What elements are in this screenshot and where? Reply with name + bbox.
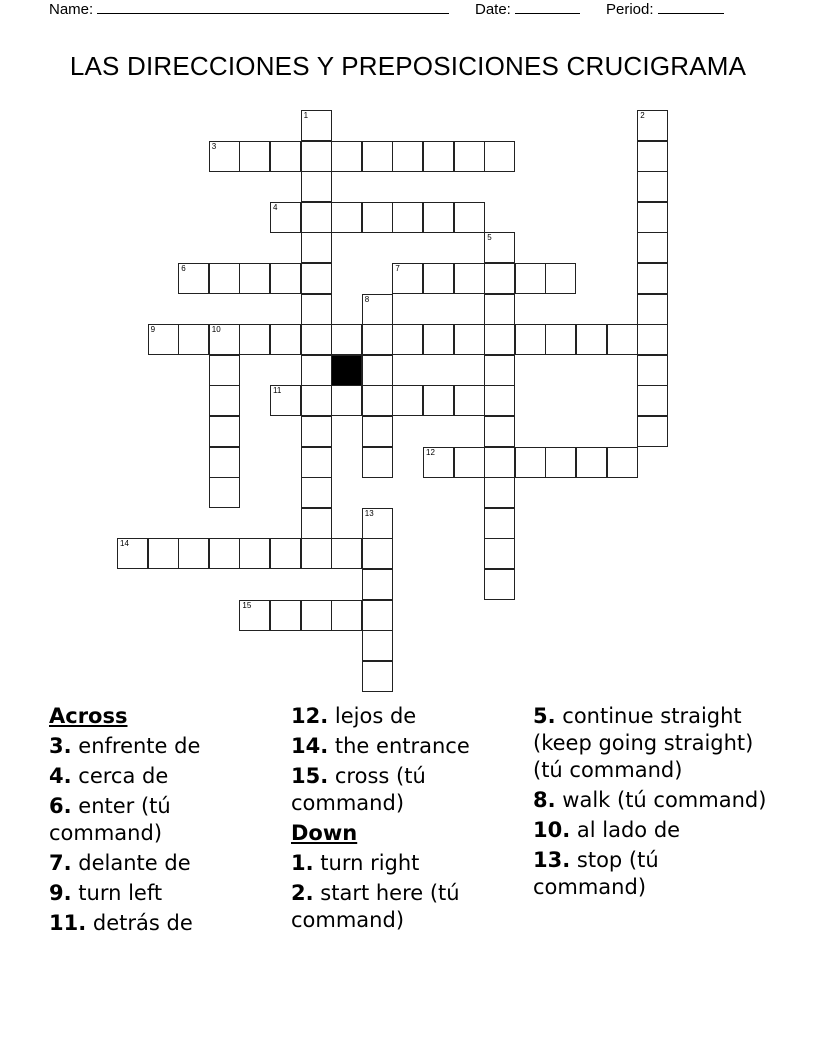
crossword-cell[interactable]	[454, 202, 485, 233]
crossword-cell[interactable]	[423, 202, 454, 233]
crossword-cell[interactable]	[270, 263, 301, 294]
clue-number-14: 14	[120, 539, 129, 549]
crossword-cell[interactable]	[331, 141, 362, 172]
crossword-cell[interactable]	[637, 232, 668, 263]
clue-across-15: 15. cross (tú command)	[291, 764, 426, 815]
crossword-cell[interactable]	[331, 202, 362, 233]
crossword-cell[interactable]	[301, 202, 332, 233]
clue-number-12: 12	[426, 447, 435, 457]
crossword-cell-1[interactable]	[301, 110, 332, 141]
crossword-cell[interactable]	[607, 447, 638, 478]
crossword-cell[interactable]	[209, 385, 240, 416]
crossword-cell-5[interactable]	[484, 232, 515, 263]
clue-down-5: 5. continue straight (keep going straight)(tú command)	[533, 704, 754, 782]
clue-across-4: 4. cerca de	[49, 764, 169, 788]
crossword-cell-4[interactable]	[270, 202, 301, 233]
crossword-cell[interactable]	[484, 385, 515, 416]
clues-column-3	[533, 703, 773, 904]
crossword-cell[interactable]	[362, 324, 393, 355]
clue-down-8: 8. walk (tú command)	[533, 788, 767, 812]
crossword-cell[interactable]	[270, 324, 301, 355]
clue-down-2: 2. start here (tú command)	[291, 881, 460, 932]
crossword-cell[interactable]	[484, 355, 515, 386]
clues-column-1	[49, 703, 279, 940]
crossword-cell[interactable]	[515, 263, 546, 294]
crossword-cell[interactable]	[484, 294, 515, 325]
crossword-cell[interactable]	[362, 385, 393, 416]
crossword-cell[interactable]	[148, 538, 179, 569]
crossword-cell[interactable]	[331, 600, 362, 631]
crossword-cell[interactable]	[209, 355, 240, 386]
crossword-cell[interactable]	[637, 324, 668, 355]
crossword-cell[interactable]	[484, 263, 515, 294]
crossword-cell[interactable]	[209, 447, 240, 478]
crossword-cell[interactable]	[270, 600, 301, 631]
clue-across-12: 12. lejos de	[291, 704, 417, 728]
crossword-cell[interactable]	[637, 141, 668, 172]
name-label: Name:	[49, 1, 94, 18]
crossword-cell[interactable]	[362, 447, 393, 478]
crossword-cell[interactable]	[545, 324, 576, 355]
crossword-cell[interactable]	[484, 324, 515, 355]
crossword-cell-3[interactable]	[209, 141, 240, 172]
black-square	[331, 355, 362, 386]
crossword-cell[interactable]	[239, 141, 270, 172]
crossword-cell[interactable]	[637, 171, 668, 202]
crossword-cell[interactable]	[301, 171, 332, 202]
clues-column-2	[291, 703, 521, 937]
crossword-cell[interactable]	[637, 202, 668, 233]
clue-number-3: 3	[211, 141, 217, 151]
crossword-cell[interactable]	[331, 385, 362, 416]
crossword-cell[interactable]	[392, 385, 423, 416]
clue-number-10: 10	[211, 325, 221, 335]
crossword-cell[interactable]	[209, 538, 240, 569]
crossword-cell[interactable]	[423, 263, 454, 294]
clue-down-1: 1. turn right	[291, 851, 420, 875]
crossword-cell[interactable]	[362, 538, 393, 569]
crossword-cell[interactable]	[545, 447, 576, 478]
crossword-cell[interactable]	[637, 263, 668, 294]
crossword-cell[interactable]	[178, 538, 209, 569]
crossword-cell-10[interactable]	[209, 324, 240, 355]
crossword-cell[interactable]	[515, 324, 546, 355]
crossword-cell[interactable]	[362, 569, 393, 600]
crossword-cell[interactable]	[454, 324, 485, 355]
crossword-cell[interactable]	[301, 355, 332, 386]
crossword-cell[interactable]	[392, 141, 423, 172]
crossword-cell[interactable]	[239, 263, 270, 294]
crossword-cell[interactable]	[576, 447, 607, 478]
clue-down-10: 10. al lado de	[533, 818, 681, 842]
crossword-cell[interactable]	[362, 202, 393, 233]
clue-across-6: 6. enter (tú command)	[49, 794, 171, 845]
crossword-cell[interactable]	[270, 141, 301, 172]
crossword-cell[interactable]	[362, 355, 393, 386]
crossword-cell[interactable]	[362, 141, 393, 172]
crossword-cell-7[interactable]	[392, 263, 423, 294]
crossword-cell[interactable]	[454, 141, 485, 172]
crossword-cell[interactable]	[484, 416, 515, 447]
crossword-cell[interactable]	[209, 477, 240, 508]
clue-number-8: 8	[364, 294, 370, 304]
crossword-cell[interactable]	[392, 202, 423, 233]
crossword-cell-11[interactable]	[270, 385, 301, 416]
crossword-cell[interactable]	[392, 324, 423, 355]
clue-number-4: 4	[273, 202, 278, 212]
clue-across-7: 7. delante de	[49, 851, 191, 875]
crossword-cell[interactable]	[454, 263, 485, 294]
clue-across-3: 3. enfrente de	[49, 734, 201, 758]
clue-number-13: 13	[364, 508, 374, 518]
crossword-cell[interactable]	[515, 447, 546, 478]
crossword-cell[interactable]	[301, 447, 332, 478]
crossword-cell[interactable]	[576, 324, 607, 355]
clue-number-1: 1	[303, 111, 309, 120]
clue-across-9: 9. turn left	[49, 881, 163, 905]
crossword-cell[interactable]	[423, 141, 454, 172]
crossword-cell[interactable]	[301, 141, 332, 172]
crossword-cell[interactable]	[239, 538, 270, 569]
crossword-cell[interactable]	[301, 263, 332, 294]
date-label: Date:	[475, 1, 511, 18]
clue-number-15: 15	[242, 600, 252, 610]
clue-number-9: 9	[150, 325, 156, 335]
crossword-cell-8[interactable]	[362, 294, 393, 325]
crossword-cell[interactable]	[301, 294, 332, 325]
crossword-cell[interactable]	[301, 416, 332, 447]
clue-across-14: 14. the entrance	[291, 734, 470, 758]
crossword-cell-2[interactable]	[637, 110, 668, 141]
crossword-cell[interactable]	[209, 263, 240, 294]
crossword-cell[interactable]	[484, 538, 515, 569]
crossword-cell[interactable]	[484, 477, 515, 508]
crossword-cell-9[interactable]	[148, 324, 179, 355]
crossword-cell[interactable]	[301, 538, 332, 569]
crossword-cell[interactable]	[301, 477, 332, 508]
crossword-cell[interactable]	[209, 416, 240, 447]
clue-down-13: 13. stop (tú command)	[533, 848, 659, 899]
crossword-cell[interactable]	[301, 385, 332, 416]
across-heading: Across	[49, 704, 128, 728]
crossword-cell[interactable]	[362, 600, 393, 631]
crossword-cell[interactable]	[362, 630, 393, 661]
crossword-cell-14[interactable]	[117, 538, 148, 569]
crossword-cell[interactable]	[607, 324, 638, 355]
crossword-cell-12[interactable]	[423, 447, 454, 478]
crossword-cell-6[interactable]	[178, 263, 209, 294]
crossword-cell[interactable]	[301, 508, 332, 539]
crossword-cell[interactable]	[362, 416, 393, 447]
crossword-cell[interactable]	[301, 324, 332, 355]
clue-number-2: 2	[640, 111, 645, 120]
crossword-cell[interactable]	[362, 661, 393, 692]
crossword-cell[interactable]	[423, 385, 454, 416]
clue-number-5: 5	[487, 233, 492, 243]
crossword-cell[interactable]	[637, 385, 668, 416]
crossword-cell[interactable]	[545, 263, 576, 294]
crossword-cell[interactable]	[637, 355, 668, 386]
crossword-cell[interactable]	[637, 294, 668, 325]
clue-across-11: 11. detrás de	[49, 911, 193, 935]
crossword-cell[interactable]	[484, 508, 515, 539]
crossword-cell-15[interactable]	[239, 600, 270, 631]
crossword-cell[interactable]	[239, 324, 270, 355]
crossword-cell[interactable]	[454, 447, 485, 478]
page-title: LAS DIRECCIONES Y PREPOSICIONES CRUCIGRAMA	[69, 51, 747, 81]
period-label: Period:	[606, 1, 654, 18]
crossword-cell[interactable]	[637, 416, 668, 447]
crossword-cell[interactable]	[484, 141, 515, 172]
clue-number-11: 11	[273, 386, 282, 396]
down-heading: Down	[291, 821, 358, 845]
crossword-cell[interactable]	[301, 232, 332, 263]
crossword-cell[interactable]	[454, 385, 485, 416]
crossword-cell[interactable]	[178, 324, 209, 355]
clue-number-7: 7	[395, 264, 400, 273]
crossword-cell[interactable]	[301, 600, 332, 631]
crossword-cell[interactable]	[331, 324, 362, 355]
crossword-cell[interactable]	[484, 569, 515, 600]
clue-number-6: 6	[181, 264, 186, 273]
crossword-cell[interactable]	[331, 538, 362, 569]
crossword-cell[interactable]	[423, 324, 454, 355]
crossword-cell[interactable]	[484, 447, 515, 478]
crossword-cell[interactable]	[270, 538, 301, 569]
crossword-cell-13[interactable]	[362, 508, 393, 539]
